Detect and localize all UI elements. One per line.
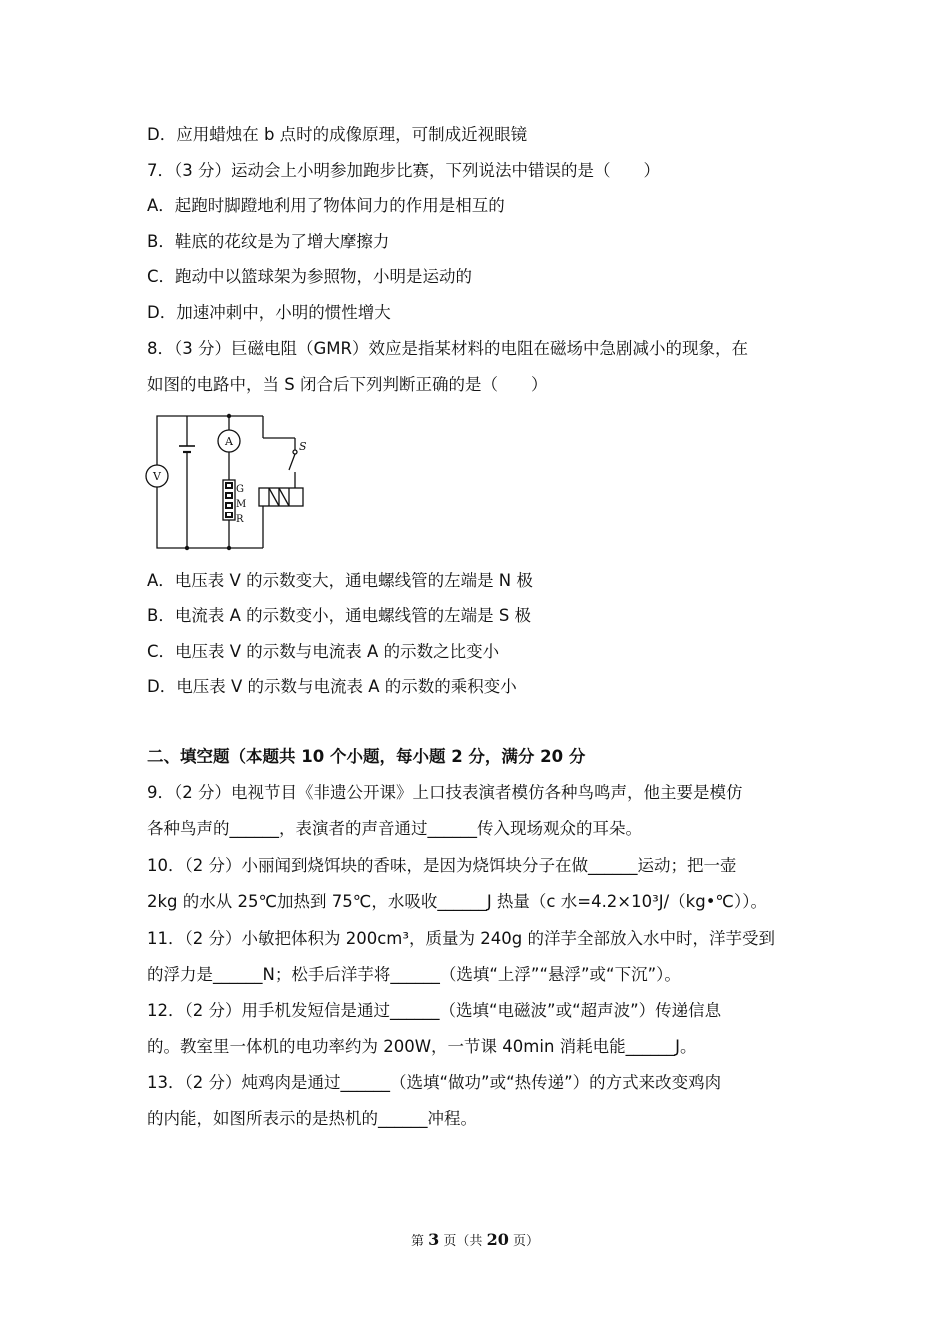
circuit-diagram	[145, 408, 315, 554]
gmr-label-r: R	[236, 514, 244, 525]
question-11-line1: 11．（2 分）小敏把体积为 200cm³，质量为 240g 的洋芋全部放入水中时，洋芋受到	[147, 929, 775, 948]
ammeter-label: A	[225, 435, 233, 448]
question-8-line2: 如图的电路中，当 S 闭合后下列判断正确的是（ ）	[147, 375, 548, 394]
page-footer	[0, 1230, 950, 1249]
option-8c: C．电压表 V 的示数与电流表 A 的示数之比变小	[147, 642, 500, 661]
question-11-line2: 的浮力是______N；松手后洋芋将______（选填“上浮”“悬浮”或“下沉”）。	[147, 965, 681, 984]
question-8-line1: 8．（3 分）巨磁电阻（GMR）效应是指某材料的电阻在磁场中急剧减小的现象，在	[147, 339, 748, 358]
footer-pre: 第	[411, 1234, 429, 1249]
question-12-line1: 12．（2 分）用手机发短信是通过______（选填“电磁波”或“超声波”）传递信息	[147, 1001, 722, 1020]
footer-mid: 页（共	[439, 1234, 487, 1249]
question-10-line2: 2kg 的水从 25℃加热到 75℃，水吸收______J 热量（c 水=4.2×10³J/（kg•℃））。	[147, 892, 767, 911]
switch-label: S	[299, 440, 307, 453]
question-9-line1: 9．（2 分）电视节目《非遗公开课》上口技表演者模仿各种鸟鸣声，他主要是模仿	[147, 783, 743, 802]
question-13-line1: 13．（2 分）炖鸡肉是通过______（选填“做功”或“热传递”）的方式来改变鸡肉	[147, 1073, 722, 1092]
voltmeter-label: V	[153, 470, 161, 483]
option-7a: A．起跑时脚蹬地利用了物体间力的作用是相互的	[147, 196, 505, 215]
question-9-line2: 各种鸟声的______，表演者的声音通过______传入现场观众的耳朵。	[147, 819, 642, 838]
option-8b: B．电流表 A 的示数变小，通电螺线管的左端是 S 极	[147, 606, 532, 625]
line-6d: D．应用蜡烛在 b 点时的成像原理，可制成近视眼镜	[147, 125, 528, 144]
section-heading: 二、填空题（本题共 10 个小题，每小题 2 分，满分 20 分	[147, 747, 586, 766]
footer-total-pages: 20	[486, 1230, 509, 1249]
gmr-label-g: G	[236, 484, 244, 495]
option-7b: B．鞋底的花纹是为了增大摩擦力	[147, 232, 390, 251]
question-10-line1: 10．（2 分）小丽闻到烧饵块的香味，是因为烧饵块分子在做______运动；把一壶	[147, 856, 737, 875]
question-12-line2: 的。教室里一体机的电功率约为 200W，一节课 40min 消耗电能______J。	[147, 1037, 697, 1056]
gmr-label-m: M	[236, 499, 247, 510]
footer-page-number: 3	[428, 1230, 440, 1249]
option-7c: C．跑动中以篮球架为参照物，小明是运动的	[147, 267, 473, 286]
option-7d: D．加速冲刺中，小明的惯性增大	[147, 303, 391, 322]
footer-post: 页）	[508, 1234, 539, 1249]
option-8a: A．电压表 V 的示数变大，通电螺线管的左端是 N 极	[147, 571, 533, 590]
option-8d: D．电压表 V 的示数与电流表 A 的示数的乘积变小	[147, 677, 517, 696]
question-7: 7．（3 分）运动会上小明参加跑步比赛，下列说法中错误的是（ ）	[147, 161, 660, 180]
question-13-line2: 的内能，如图所表示的是热机的______冲程。	[147, 1109, 477, 1128]
